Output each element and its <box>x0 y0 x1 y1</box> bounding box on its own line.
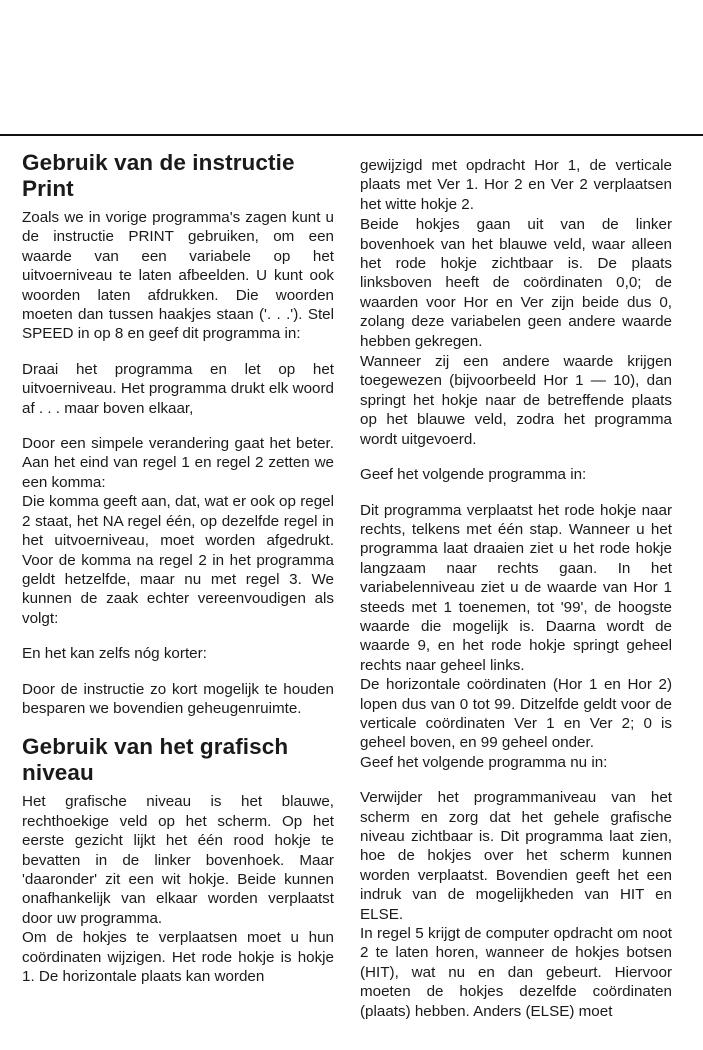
paragraph: Draai het programma en let op het uitvoerniveau. Het programma drukt elk woord af . . . maar boven elkaar, <box>22 360 334 417</box>
paragraph: Het grafische niveau is het blauwe, rechthoekige veld op het scherm. Op het eerste gezicht lijkt het één rood hokje te bevatten in de linker bovenhoek. Maar 'daaronder' zit een wit hokje. Beide kunnen onafhankelijk van elkaar worden verplaatst door uw programma. <box>22 793 334 927</box>
heading-graphic-level: Gebruik van het grafisch niveau <box>22 734 289 786</box>
paragraph: Verwijder het programmaniveau van het scherm en zorg dat het gehele grafische niveau zichtbaar is. Dit programma laat zien, hoe de hokjes over het scherm kunnen worden verplaatst. Bovendien geeft het een indruk van de mogelijkheden van HIT en ELSE. <box>360 789 672 923</box>
top-rule <box>0 134 703 136</box>
paragraph: Om de hokjes te verplaatsen moet u hun coördinaten wijzigen. Het rode hokje is hokje 1. De horizontale plaats kan worden <box>22 929 334 985</box>
paragraph: Zoals we in vorige programma's zagen kunt u de instructie PRINT gebruiken, om een waarde van een variabele op het uitvoerniveau te laten afbeelden. U kunt ook woorden laten afdrukken. Die woorden moeten dan tussen haakjes staan ('. . .'). Stel SPEED in op 8 en geef dit programma in: <box>22 209 334 343</box>
paragraph: Dit programma verplaatst het rode hokje naar rechts, telkens met één stap. Wanneer u het programma laat draaien ziet u het rode hokje langzaam naar rechts gaan. In het variabelenniveau ziet u de waarde van Hor 1 steeds met 1 toenemen, tot '99', de hoogste waarde die mogelijk is. Daarna wordt de waarde 9, en het rode hokje springt geheel rechts naar geheel links. <box>360 501 672 674</box>
left-column <box>22 150 334 986</box>
heading-print-instruction: Gebruik van de instructie Print <box>22 150 295 201</box>
paragraph: De horizontale coördinaten (Hor 1 en Hor 2) lopen dus van 0 tot 99. Ditzelfde geldt voor de verticale coördinaten Ver 1 en Ver 2; 0 is geheel boven, en 99 geheel onder. <box>360 676 672 752</box>
paragraph: Beide hokjes gaan uit van de linker bovenhoek van het blauwe veld, waar alleen het rode hokje zichtbaar is. De plaats linksboven heeft de coördinaten 0,0; de waarden voor Hor en Ver zijn beide dus 0, zolang deze variabelen geen andere waarde hebben gekregen. <box>360 216 672 350</box>
paragraph: Wanneer zij een andere waarde krijgen toegewezen (bijvoorbeeld Hor 1 — 10), dan springt het hokje naar de betreffende plaats op het blauwe veld, zodra het programma wordt uitgevoerd. <box>360 353 672 448</box>
paragraph: Door een simpele verandering gaat het beter. Aan het eind van regel 1 en regel 2 zetten we een komma: <box>22 435 334 491</box>
paragraph: gewijzigd met opdracht Hor 1, de verticale plaats met Ver 1. Hor 2 en Ver 2 verplaatsen het witte hokje 2. <box>360 157 672 213</box>
paragraph: Door de instructie zo kort mogelijk te houden besparen we bovendien geheugenruimte. <box>22 680 334 717</box>
paragraph: In regel 5 krijgt de computer opdracht om noot 2 te laten horen, wanneer de hokjes botsen (HIT), wat nu en dan gebeurt. Hiervoor moeten de hokjes dezelfde coördinaten (plaats) hebben. Anders (ELSE) moet <box>360 925 672 1020</box>
paragraph: Geef het volgende programma in: <box>360 466 587 484</box>
right-column <box>360 156 672 1021</box>
paragraph: Geef het volgende programma nu in: <box>360 753 608 771</box>
paragraph: En het kan zelfs nóg korter: <box>22 645 207 663</box>
paragraph: Die komma geeft aan, dat, wat er ook op regel 2 staat, het NA regel één, op dezelfde regel in het uitvoerniveau, moet worden afgedrukt. Voor de komma na regel 2 in het programma geldt hetzelfde, maar nu met regel 3. We kunnen de zaak echter vereenvoudigen als volgt: <box>22 493 334 627</box>
